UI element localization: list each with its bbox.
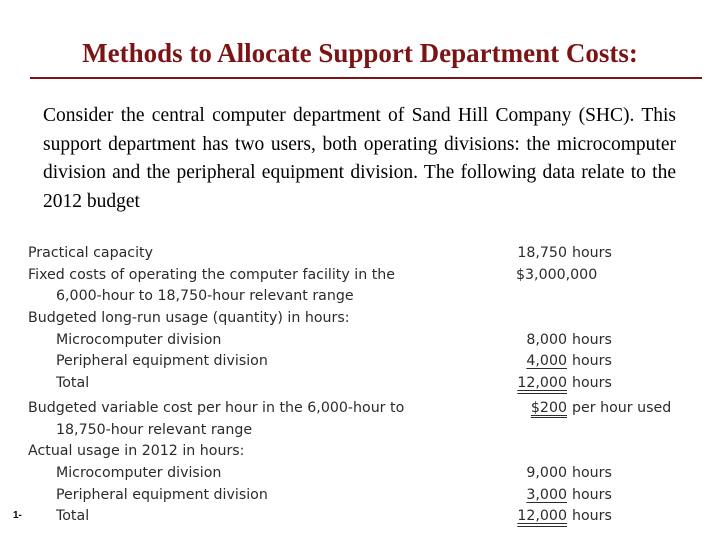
- row-label: Total: [56, 508, 90, 525]
- row-value: $3,000,000: [516, 266, 598, 283]
- slide-title: Methods to Allocate Support Department Costs:: [82, 38, 638, 68]
- row-unit: hours: [572, 486, 612, 503]
- row-unit: hours: [572, 375, 612, 392]
- row-label: Budgeted long-run usage (quantity) in hours:: [28, 310, 350, 327]
- row-label: Microcomputer division: [56, 464, 222, 481]
- row-unit: hours: [572, 331, 612, 348]
- row-label: Actual usage in 2012 in hours:: [28, 443, 245, 460]
- table-row-budgeted-periph: [28, 351, 693, 373]
- row-value: 4,000: [526, 353, 567, 370]
- table-row-variable-cost-cont: [28, 420, 693, 442]
- table-row-budgeted-micro: [28, 330, 693, 352]
- row-label: Budgeted variable cost per hour in the 6,000-hour to: [28, 399, 405, 416]
- table-row-practical-capacity: [28, 243, 693, 265]
- row-unit: hours: [572, 353, 612, 370]
- row-unit: per hour used: [572, 399, 672, 416]
- row-label: 18,750-hour relevant range: [56, 421, 253, 438]
- row-label: Total: [56, 375, 90, 392]
- row-unit: hours: [572, 245, 612, 261]
- slide-number: 1-: [13, 510, 22, 521]
- table-row-budgeted-usage-heading: [28, 308, 693, 330]
- row-label: 6,000-hour to 18,750-hour relevant range: [56, 288, 354, 305]
- row-value: 3,000: [526, 486, 567, 503]
- intro-paragraph: Consider the central computer department of Sand Hill Company (SHC). This support department has two users, both operating divisions: the microcomputer division and the peripheral equipment division. The following data relate to the 2012 budget: [43, 105, 676, 212]
- row-value: 18,750: [517, 245, 567, 261]
- row-value: 12,000: [517, 508, 567, 525]
- row-label: Fixed costs of operating the computer facility in the: [28, 266, 395, 283]
- row-value: 9,000: [526, 464, 567, 481]
- table-row-actual-micro: [28, 463, 693, 485]
- table-row-actual-total: [28, 506, 693, 528]
- table-row-budgeted-total: [28, 373, 693, 395]
- title-divider: [30, 77, 702, 79]
- row-label: Microcomputer division: [56, 331, 222, 348]
- row-unit: hours: [572, 464, 612, 481]
- row-label: Peripheral equipment division: [56, 486, 268, 503]
- row-value: $200: [530, 399, 567, 416]
- row-label: Practical capacity: [28, 245, 153, 261]
- row-label: Peripheral equipment division: [56, 353, 268, 370]
- row-unit: hours: [572, 508, 612, 525]
- table-row-actual-usage-heading: [28, 441, 693, 463]
- table-row-fixed-costs-cont: [28, 286, 693, 308]
- table-row-variable-cost: [28, 398, 693, 420]
- table-row-actual-periph: [28, 485, 693, 507]
- budget-data-table: [28, 243, 693, 528]
- row-value: 8,000: [526, 331, 567, 348]
- row-value: 12,000: [517, 375, 567, 392]
- table-row-fixed-costs: [28, 265, 693, 287]
